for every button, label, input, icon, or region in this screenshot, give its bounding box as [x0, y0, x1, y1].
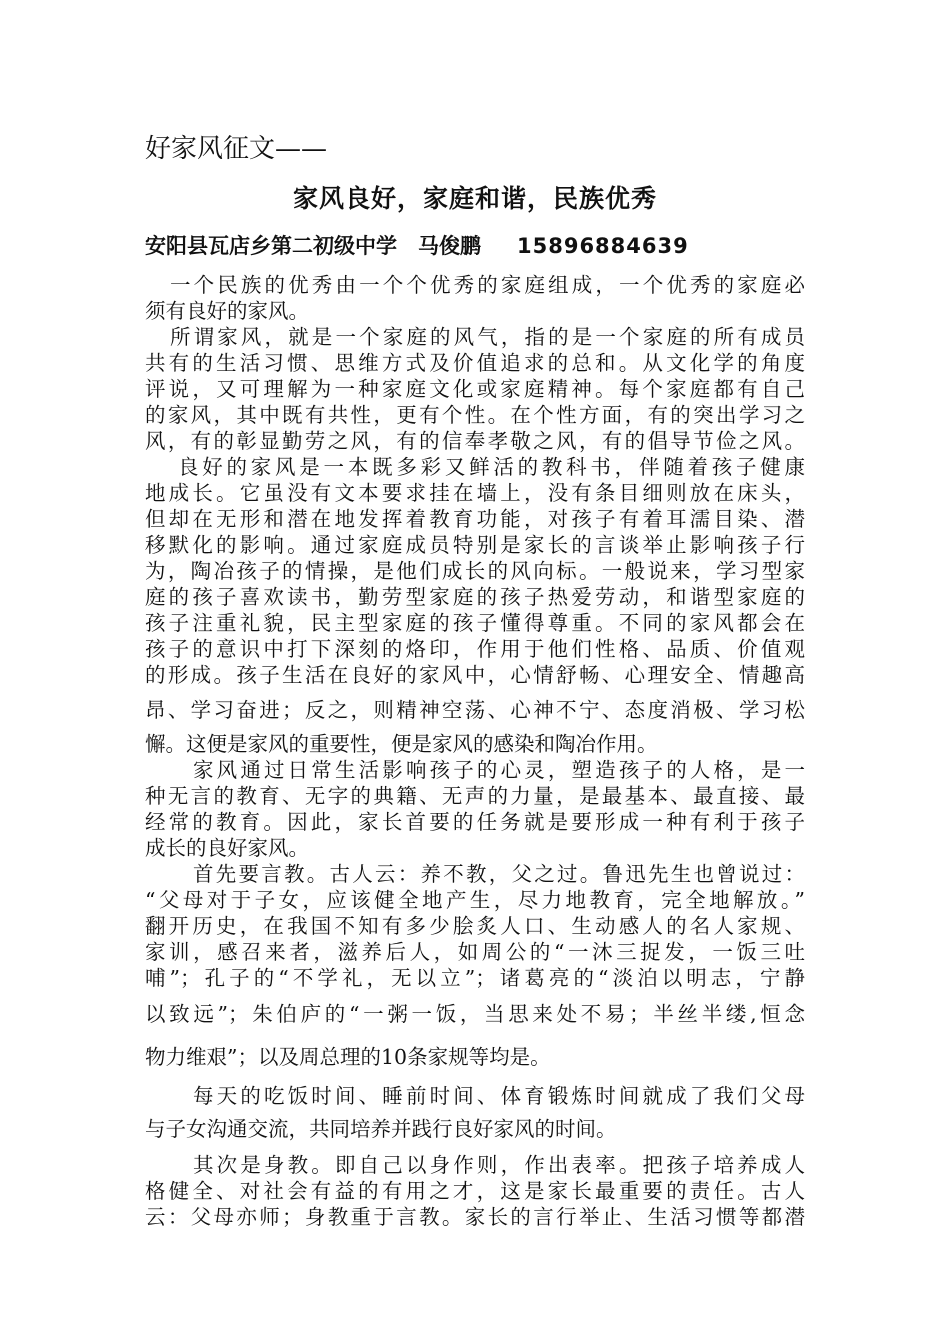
text-line: 所谓家风，就是一个家庭的风气，指的是一个家庭的所有成员 — [170, 325, 805, 349]
text-line: 昂、学习奋进；反之，则精神空荡、心神不宁、态度消极、学习松 — [145, 698, 805, 722]
text-line: 共有的生活习惯、思维方式及价值追求的总和。从文化学的角度 — [145, 351, 805, 375]
text-line: 家训，感召来者，滋养后人，如周公的“一沐三捉发，一饭三吐 — [145, 940, 805, 964]
text-line: 移默化的影响。通过家庭成员特别是家长的言谈举止影响孩子行 — [145, 533, 805, 557]
essay-title: 家风良好，家庭和谐，民族优秀 — [292, 184, 657, 213]
text-line: 格健全、对社会有益的有用之才，这是家长最重要的责任。古人 — [145, 1179, 805, 1203]
text-line: 家风通过日常生活影响孩子的心灵，塑造孩子的人格，是一 — [193, 758, 805, 782]
text-line: “父母对于子女，应该健全地产生，尽力地教育，完全地解放。” — [145, 888, 805, 912]
text-line: 但却在无形和潜在地发挥着教育功能，对孩子有着耳濡目染、潜 — [145, 507, 805, 531]
author-phone: 15896884639 — [517, 234, 689, 258]
text-line: 种无言的教育、无字的典籍、无声的力量，是最基本、最直接、最 — [145, 784, 805, 808]
text-line: 的形成。孩子生活在良好的家风中，心情舒畅、心理安全、情趣高 — [145, 663, 805, 687]
text-line: 翻开历史，在我国不知有多少脍炙人口、生动感人的名人家规、 — [145, 914, 805, 938]
text-line: 懈。这便是家风的重要性，便是家风的感染和陶冶作用。 — [145, 732, 658, 756]
text-line: 云：父母亦师；身教重于言教。家长的言行举止、生活习惯等都潜 — [145, 1205, 805, 1229]
essay-heading: 好家风征文—— — [145, 134, 328, 164]
text-line: 物力维艰”；以及周总理的10条家规等均是。 — [145, 1045, 551, 1069]
text-line: 良好的家风是一本既多彩又鲜活的教科书，伴随着孩子健康 — [178, 455, 805, 479]
text-line: 的家风，其中既有共性，更有个性。在个性方面，有的突出学习之 — [145, 403, 805, 427]
author-name: 安阳县瓦店乡第二初级中学 马俊鹏 — [145, 234, 481, 258]
text-line: 以致远”；朱伯庐的“一粥一饭，当思来处不易；半丝半缕,恒念 — [145, 1002, 805, 1026]
text-line: 其次是身教。即自己以身作则，作出表率。把孩子培养成人 — [193, 1153, 805, 1177]
text-line: 评说，又可理解为一种家庭文化或家庭精神。每个家庭都有自己 — [145, 377, 805, 401]
text-line: 首先要言教。古人云：养不教，父之过。鲁迅先生也曾说过： — [193, 862, 805, 886]
text-line: 哺”；孔子的“不学礼，无以立”；诸葛亮的“淡泊以明志，宁静 — [145, 966, 805, 990]
text-line: 为，陶冶孩子的情操，是他们成长的风向标。一般说来，学习型家 — [145, 559, 805, 583]
author-line — [145, 231, 689, 261]
text-line: 经常的教育。因此，家长首要的任务就是要形成一种有利于孩子 — [145, 810, 805, 834]
text-line: 与子女沟通交流，共同培养并践行良好家风的时间。 — [145, 1117, 617, 1141]
text-line: 一个民族的优秀由一个个优秀的家庭组成，一个优秀的家庭必 — [170, 273, 805, 297]
text-line: 庭的孩子喜欢读书，勤劳型家庭的孩子热爱劳动，和谐型家庭的 — [145, 585, 805, 609]
text-line: 地成长。它虽没有文本要求挂在墙上，没有条目细则放在床头， — [145, 481, 805, 505]
text-line: 孩子注重礼貌，民主型家庭的孩子懂得尊重。不同的家风都会在 — [145, 611, 805, 635]
text-line: 每天的吃饭时间、睡前时间、体育锻炼时间就成了我们父母 — [193, 1084, 805, 1108]
text-line: 须有良好的家风。 — [145, 299, 309, 323]
text-line: 孩子的意识中打下深刻的烙印，作用于他们性格、品质、价值观 — [145, 637, 805, 661]
text-line: 风，有的彰显勤劳之风，有的信奉孝敬之风，有的倡导节俭之风。 — [145, 429, 805, 453]
text-line: 成长的良好家风。 — [145, 836, 309, 860]
